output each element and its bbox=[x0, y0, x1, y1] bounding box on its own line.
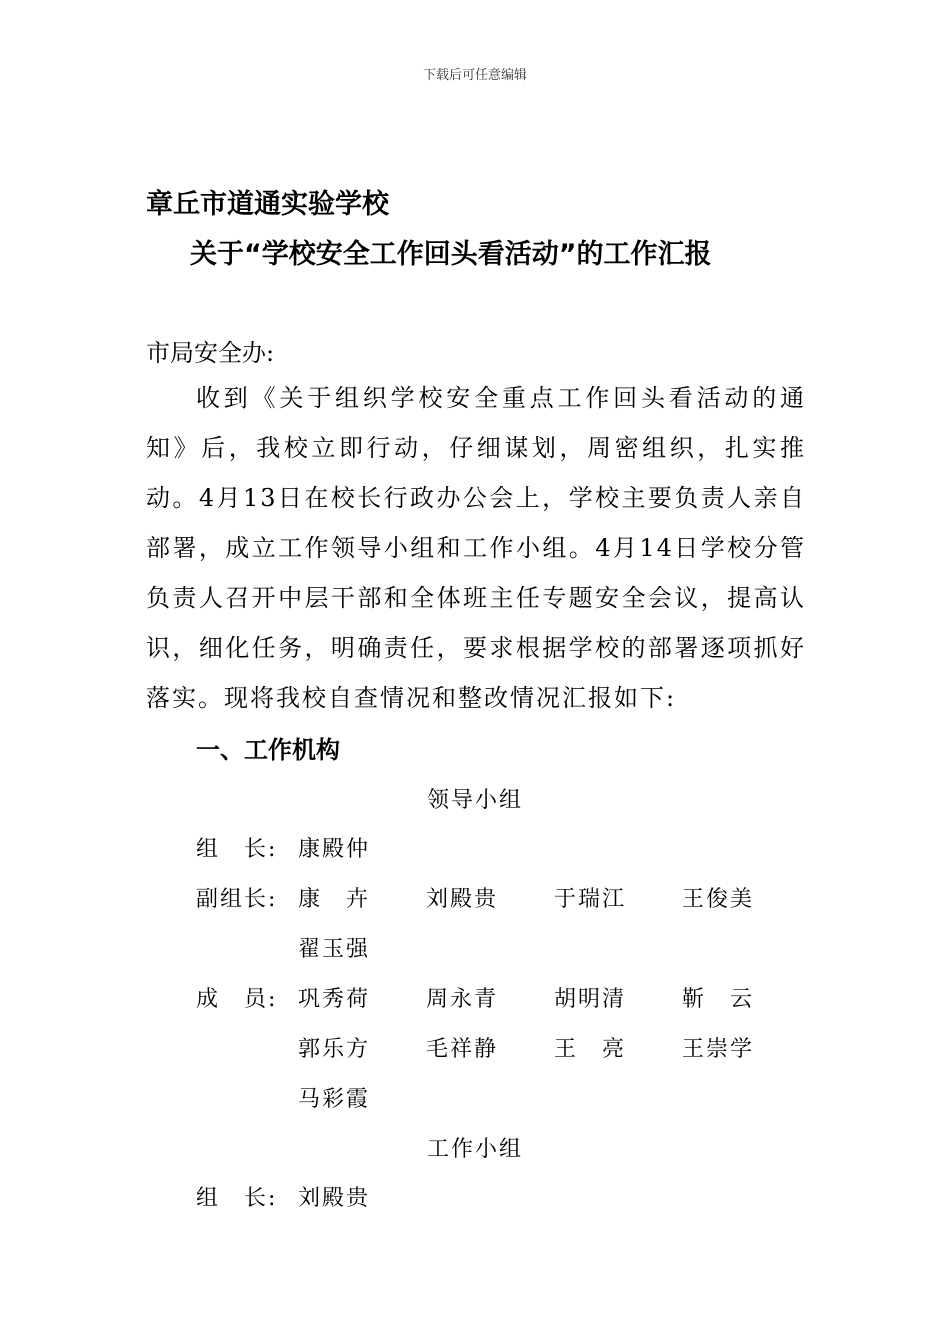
name-deputy: 康 卉 bbox=[298, 887, 371, 912]
header-note: 下载后可任意编辑 bbox=[422, 68, 527, 83]
role-label-deputy: 副组长: bbox=[196, 887, 278, 912]
group-title-leadership: 领导小组 bbox=[426, 788, 523, 813]
name-working-leader: 刘殿贵 bbox=[298, 1186, 371, 1211]
title-school-name: 章丘市道通实验学校 bbox=[146, 189, 389, 220]
name-member: 王崇学 bbox=[682, 1037, 755, 1062]
title-report: 关于“学校安全工作回头看活动”的工作汇报 bbox=[190, 239, 712, 270]
name-member: 马彩霞 bbox=[298, 1087, 371, 1112]
group-title-working: 工作小组 bbox=[426, 1137, 523, 1162]
name-member: 毛祥静 bbox=[426, 1037, 499, 1062]
name-leader: 康殿仲 bbox=[298, 837, 371, 862]
name-member: 王 亮 bbox=[554, 1037, 627, 1062]
role-label-working-leader: 组 长: bbox=[196, 1186, 278, 1211]
body-paragraph: 收到《关于组织学校安全重点工作回头看活动的通知》后，我校立即行动，仔细谋划，周密组织，扎实推动。4月13日在校长行政办公会上，学校主要负责人亲自部署，成立工作领导小组和工作小组。4月14日学校分管负责人召开中层干部和全体班主任专题安全会议，提高认识，细化任务，明确责任，要求根据学校的部署逐项抓好落实。现将我校自查情况和整改情况汇报如下: bbox=[146, 384, 806, 712]
role-label-leader: 组 长: bbox=[196, 837, 278, 862]
name-member: 郭乐方 bbox=[298, 1037, 371, 1062]
name-member: 靳 云 bbox=[682, 987, 755, 1012]
name-member: 周永青 bbox=[426, 987, 499, 1012]
name-deputy: 刘殿贵 bbox=[426, 887, 499, 912]
name-deputy: 翟玉强 bbox=[298, 937, 371, 962]
role-label-member: 成 员: bbox=[196, 987, 278, 1012]
name-deputy: 于瑞江 bbox=[554, 887, 627, 912]
name-deputy: 王俊美 bbox=[682, 887, 755, 912]
name-member: 胡明清 bbox=[554, 987, 627, 1012]
section-heading-work-structure: 一、工作机构 bbox=[196, 736, 340, 764]
salutation: 市局安全办: bbox=[146, 339, 275, 367]
name-member: 巩秀荷 bbox=[298, 987, 371, 1012]
